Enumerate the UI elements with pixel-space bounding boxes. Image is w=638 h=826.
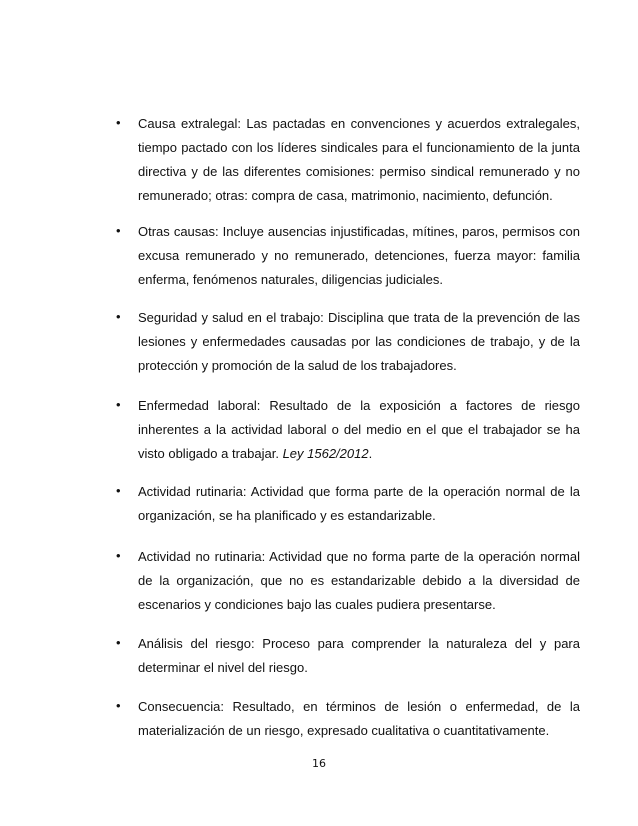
bullet-icon: • [116, 483, 121, 498]
list-item-text: Causa extralegal: Las pactadas en convenciones y acuerdos extralegales, tiempo pactado con los líderes sindicales para el funcionamiento de la junta directiva y de las diferentes comisiones: permiso sindical remunerado y no remunerado; otras: compra de casa, matrimonio, nacimiento, defunción. [138, 116, 580, 203]
list-item-text: Seguridad y salud en el trabajo: Disciplina que trata de la prevención de las lesiones y enfermedades causadas por las condiciones de trabajo, y de la protección y promoción de la salud de los trabajadores. [138, 310, 580, 373]
bullet-icon: • [116, 698, 121, 713]
law-reference: Ley 1562/2012 [282, 446, 369, 461]
list-item [116, 220, 580, 292]
list-item [116, 545, 580, 617]
list-item-text: Actividad no rutinaria: Actividad que no forma parte de la operación normal de la organización, que no es estandarizable debido a la diversidad de escenarios y condiciones bajo las cuales pudiera presentarse. [138, 549, 580, 612]
list-item-text: Actividad rutinaria: Actividad que forma parte de la operación normal de la organización, se ha planificado y es estandarizable. [138, 484, 580, 523]
list-item-body: Enfermedad laboral: Resultado de la exposición a factores de riesgo inherentes a la actividad laboral o del medio en el que el trabajador se ha visto obligado a trabajar. [138, 398, 580, 461]
list-item-text: Análisis del riesgo: Proceso para comprender la naturaleza del y para determinar el nivel del riesgo. [138, 636, 580, 675]
list-item [116, 394, 580, 466]
list-item-text: Consecuencia: Resultado, en términos de lesión o enfermedad, de la materialización de un riesgo, expresado cualitativa o cuantitativamente. [138, 699, 580, 738]
bullet-icon: • [116, 115, 121, 130]
list-item [116, 306, 580, 378]
list-item [116, 480, 580, 528]
reference-period: . [368, 446, 373, 461]
list-item [116, 632, 580, 680]
list-item-text: Otras causas: Incluye ausencias injustificadas, mítines, paros, permisos con excusa remunerado y no remunerado, detenciones, fuerza mayor: familia enferma, fenómenos naturales, diligencias judiciales. [138, 224, 580, 287]
bullet-icon: • [116, 397, 121, 412]
page-number: 16 [312, 757, 326, 770]
list-item-text [138, 394, 580, 466]
bullet-icon: • [116, 635, 121, 650]
bullet-icon: • [116, 223, 121, 238]
bullet-icon: • [116, 309, 121, 324]
list-item [116, 695, 580, 743]
list-item [116, 112, 580, 208]
bullet-icon: • [116, 548, 121, 563]
